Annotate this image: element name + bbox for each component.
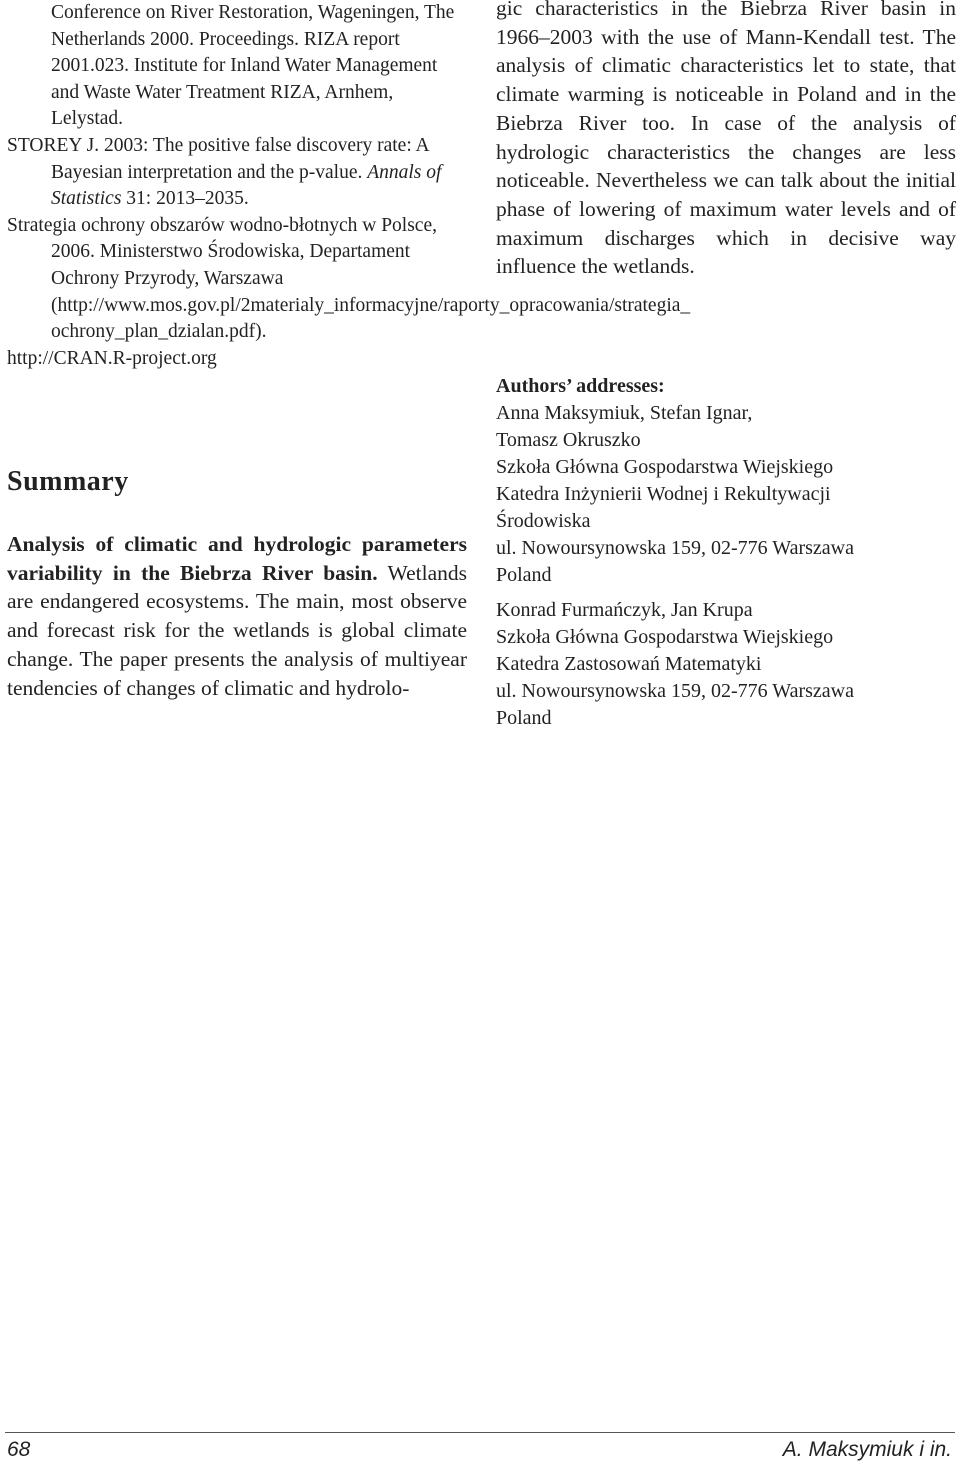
- authors-addresses: [496, 373, 956, 732]
- reference-item: [7, 133, 467, 213]
- address-line: Środowiska: [496, 510, 591, 532]
- address-block: [496, 400, 956, 589]
- address-line: Tomasz Okruszko: [496, 429, 641, 451]
- journal-title: Annals of Statistics: [51, 161, 442, 210]
- address-line: Anna Maksymiuk, Stefan Ignar,: [496, 402, 753, 424]
- reference-text: 31: 2013–2035.: [121, 188, 249, 210]
- authors-heading: Authors’ addresses:: [496, 375, 665, 397]
- address-line: Poland: [496, 707, 552, 729]
- footer-rule: [5, 1432, 955, 1433]
- abstract-left: [7, 530, 467, 702]
- address-line: Katedra Zastosowań Matematyki: [496, 653, 762, 675]
- address-block: [496, 597, 956, 732]
- abstract-body-left: Wetlands are endangered ecosystems. The main, most observe and forecast risk for the wetlands is global climate change. The paper presents the analysis of multiyear tendencies of changes of climatic and hydrolo-: [7, 560, 467, 700]
- reference-text: Strategia ochrony obszarów wodno-błotnych w Polsce, 2006. Ministerstwo Środowiska, Departament Ochrony Przyrody, Warszawa (http://www.mos.gov.pl/2materialy_informacyjne/raporty_opracowania/strategia_ ochrony_plan_dzialan.pdf).: [7, 214, 691, 343]
- summary-heading: Summary: [7, 466, 129, 497]
- reference-item[interactable]: [7, 346, 467, 373]
- abstract-right: gic characteristics in the Biebrza River basin in 1966–2003 with the use of Mann-Kendall test. The analysis of climatic characteristics let to state, that climate warming is noticeable in Poland and in the Biebrza River too. In case of the analysis of hydrologic characteristics the changes are less noticeable. Nevertheless we can talk about the initial phase of lowering of maximum water levels and of maximum discharges which in decisive way influence the wetlands.: [496, 0, 956, 279]
- abstract-title: Analysis of climatic and hydrologic parameters variability in the Biebrza River basin.: [7, 532, 467, 585]
- address-line: ul. Nowoursynowska 159, 02-776 Warszawa: [496, 537, 854, 559]
- address-blocks: [496, 400, 956, 732]
- reference-text: Conference on River Restoration, Wageningen, The Netherlands 2000. Proceedings. RIZA report 2001.023. Institute for Inland Water Management and Waste Water Treatment RIZA, Arnhem, Lelystad.: [51, 2, 455, 130]
- reference-text: STOREY J. 2003: The positive false discovery rate: A Bayesian interpretation and the p-value.: [7, 134, 429, 183]
- address-line: Katedra Inżynierii Wodnej i Rekultywacji: [496, 483, 831, 505]
- page-number: 68: [7, 1438, 31, 1461]
- running-head: A. Maksymiuk i in.: [782, 1438, 952, 1461]
- address-line: ul. Nowoursynowska 159, 02-776 Warszawa: [496, 680, 854, 702]
- reference-item: [7, 213, 691, 346]
- reference-text: http://CRAN.R-project.org: [7, 347, 217, 369]
- references-list: [7, 0, 691, 372]
- address-line: Poland: [496, 564, 552, 586]
- reference-item: [7, 0, 467, 133]
- address-line: Konrad Furmańczyk, Jan Krupa: [496, 599, 753, 621]
- address-line: Szkoła Główna Gospodarstwa Wiejskiego: [496, 456, 834, 478]
- address-line: Szkoła Główna Gospodarstwa Wiejskiego: [496, 626, 834, 648]
